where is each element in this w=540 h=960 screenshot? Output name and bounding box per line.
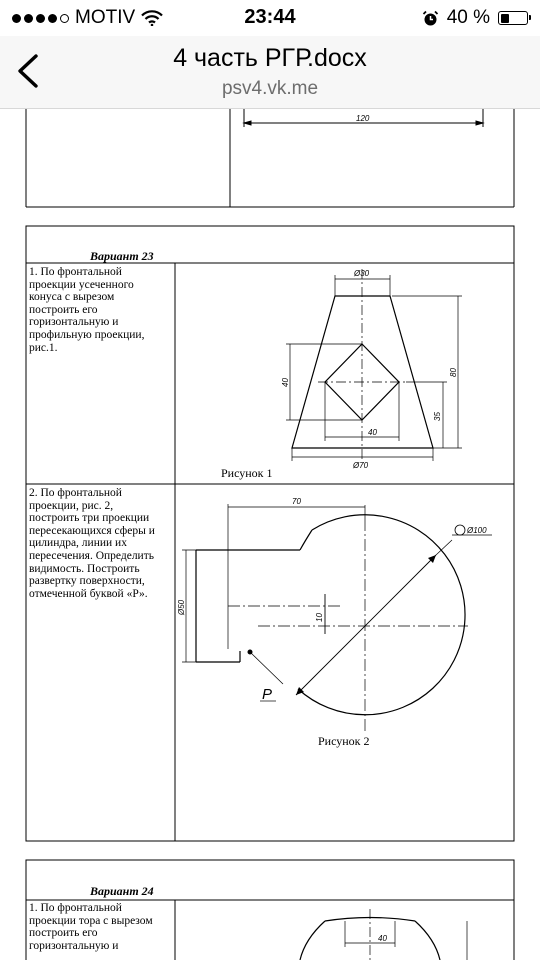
dim-height: 80: [449, 368, 458, 377]
dim-offset: 70: [292, 497, 301, 506]
dim-small: 10: [315, 613, 324, 622]
label-p: P: [262, 686, 273, 703]
dim-square-offset: 35: [433, 412, 442, 421]
figure-2-drawing: [182, 504, 492, 734]
figure-1-caption: Рисунок 1: [221, 466, 273, 480]
status-right: [422, 7, 528, 29]
battery-percent: 40 %: [446, 7, 490, 28]
alarm-clock-icon: [422, 10, 439, 27]
variant-23-title: Вариант 23: [90, 249, 154, 263]
task-1-text: 1. По фронтальной проекции усеченного конуса с вырезом построить его горизонтальную и профильную проекции, рис.1.: [29, 266, 145, 354]
dim-sphere-diameter: Ø100: [467, 526, 487, 535]
dim-bottom-diameter: Ø70: [353, 461, 369, 470]
dim-torus-width: 40: [378, 934, 387, 943]
carrier-name: MOTIV: [75, 7, 136, 28]
dim-cylinder-diameter: Ø50: [177, 599, 186, 615]
variant-24-title: Вариант 24: [90, 884, 154, 898]
dim-top-diameter: Ø30: [354, 269, 370, 278]
figure-2-caption: Рисунок 2: [318, 734, 370, 748]
status-time: 23:44: [244, 6, 296, 28]
status-bar: [0, 0, 540, 36]
task-2-text: 2. По фронтальной проекции, рис. 2, построить три проекции пересекающихся сферы и цилиндра, линии их пересечения. Определить видимость. Построить развертку поверхности, отмеченной буквой «Р».: [29, 487, 155, 600]
battery-icon: [498, 11, 528, 25]
document-header: [0, 36, 540, 109]
document-title: 4 часть РГР.docx: [173, 44, 367, 72]
dim-square-height: 40: [281, 378, 290, 387]
document-viewer[interactable]: [0, 109, 540, 960]
dim-120: 120: [356, 114, 370, 123]
task-1-v24-text: 1. По фронтальной проекции тора с вырезом построить его горизонтальную и: [29, 902, 153, 952]
dim-square-width: 40: [368, 428, 377, 437]
document-source: psv4.vk.me: [221, 78, 319, 99]
